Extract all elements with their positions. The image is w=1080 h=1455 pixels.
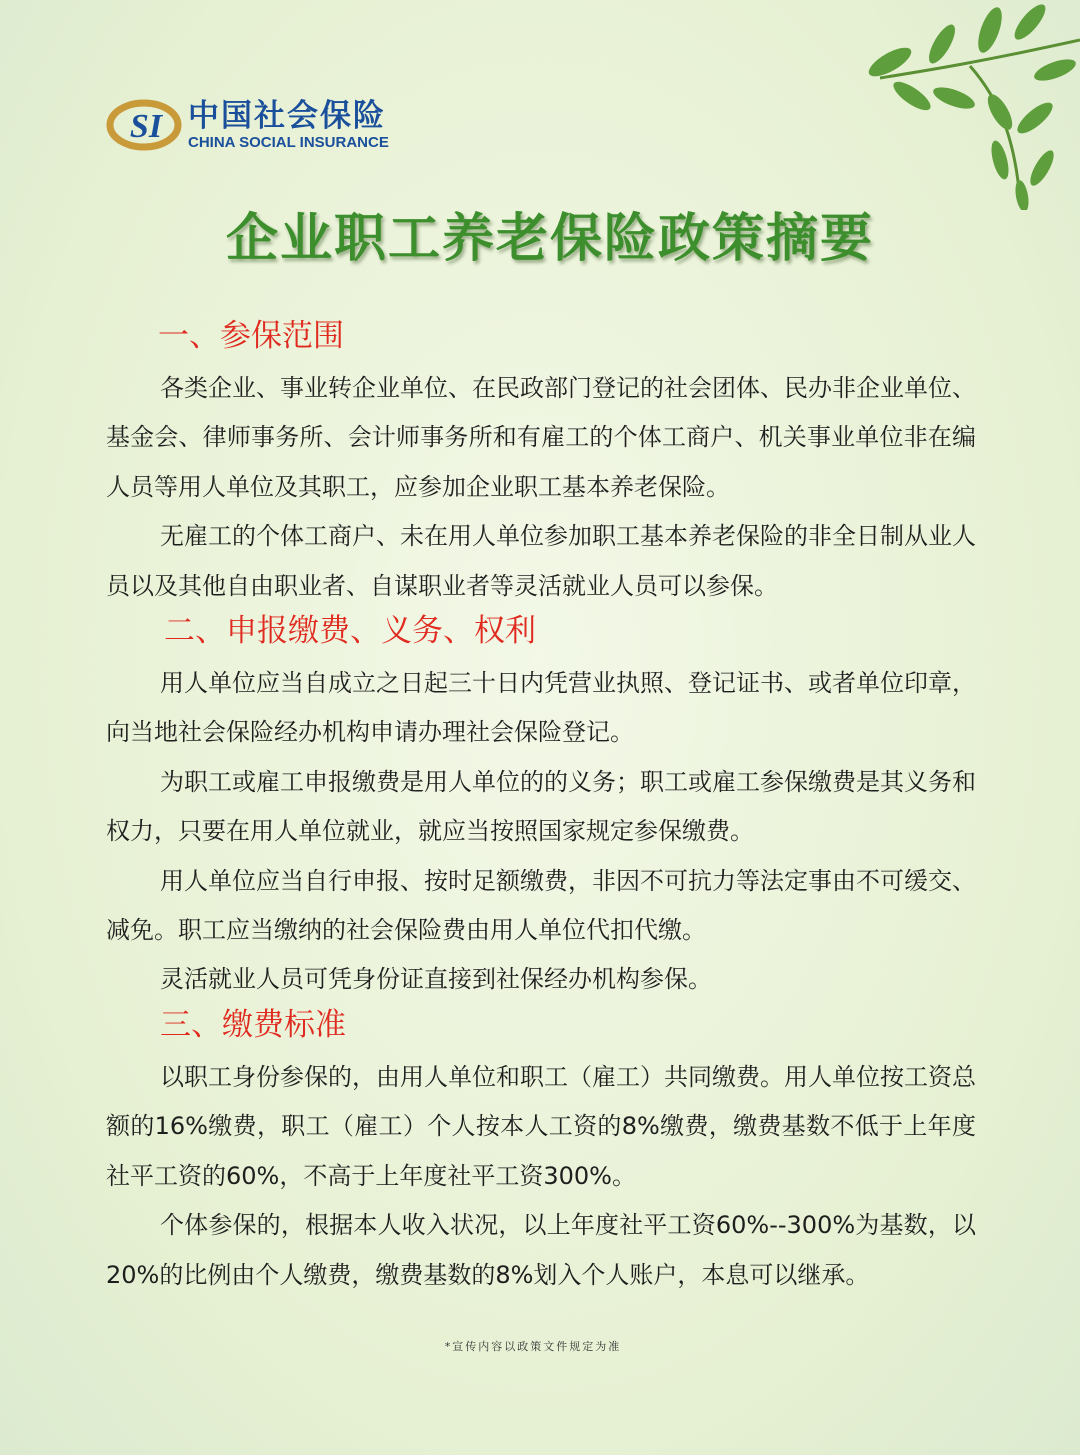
section-heading-coverage: 一、参保范围 (158, 318, 344, 354)
paragraph: 灵活就业人员可凭身份证直接到社保经办机构参保。 (160, 965, 712, 994)
paragraph: 以职工身份参保的，由用人单位和职工（雇工）共同缴费。用人单位按工资总额的16%缴费，职工（雇工）个人按本人工资的8%缴费，缴费基数不低于上年度社平工资的60%，不高于上年度社平工资300%。 (106, 1062, 976, 1190)
paragraph: 用人单位应当自行申报、按时足额缴费，非因不可抗力等法定事由不可缓交、减免。职工应当缴纳的社会保险费由用人单位代扣代缴。 (106, 866, 976, 945)
si-emblem-icon (106, 96, 186, 154)
leaf-branch-decoration (850, 0, 1080, 210)
policy-content (106, 308, 976, 1300)
logo-name-cn: 中国社会保险 (188, 98, 386, 134)
page-title: 企业职工养老保险政策摘要 (225, 209, 874, 269)
paragraph: 个体参保的，根据本人收入状况，以上年度社平工资60%--300%为基数，以20%的比例由个人缴费，缴费基数的8%划入个人账户，本息可以继承。 (106, 1211, 976, 1289)
paragraph: 无雇工的个体工商户、未在用人单位参加职工基本养老保险的非全日制从业人员以及其他自由职业者、自谋职业者等灵活就业人员可以参保。 (106, 522, 976, 600)
china-social-insurance-logo (106, 96, 389, 154)
paragraph: 用人单位应当自成立之日起三十日内凭营业执照、登记证书、或者单位印章，向当地社会保险经办机构申请办理社会保险登记。 (106, 669, 976, 747)
logo-name-en: CHINA SOCIAL INSURANCE (188, 134, 389, 151)
si-emblem-letters: SI (129, 108, 163, 145)
footnote: *宣传内容以政策文件规定为准 (444, 1340, 622, 1353)
section-heading-standard: 三、缴费标准 (160, 1006, 346, 1043)
paragraph: 各类企业、事业转企业单位、在民政部门登记的社会团体、民办非企业单位、基金会、律师事务所、会计师事务所和有雇工的个体工商户、机关事业单位非在编人员等用人单位及其职工，应参加企业职工基本养老保险。 (106, 374, 976, 501)
section-heading-declaration: 二、申报缴费、义务、权利 (164, 613, 536, 650)
paragraph: 为职工或雇工申报缴费是用人单位的的义务；职工或雇工参保缴费是其义务和权力，只要在用人单位就业，就应当按照国家规定参保缴费。 (106, 767, 976, 846)
